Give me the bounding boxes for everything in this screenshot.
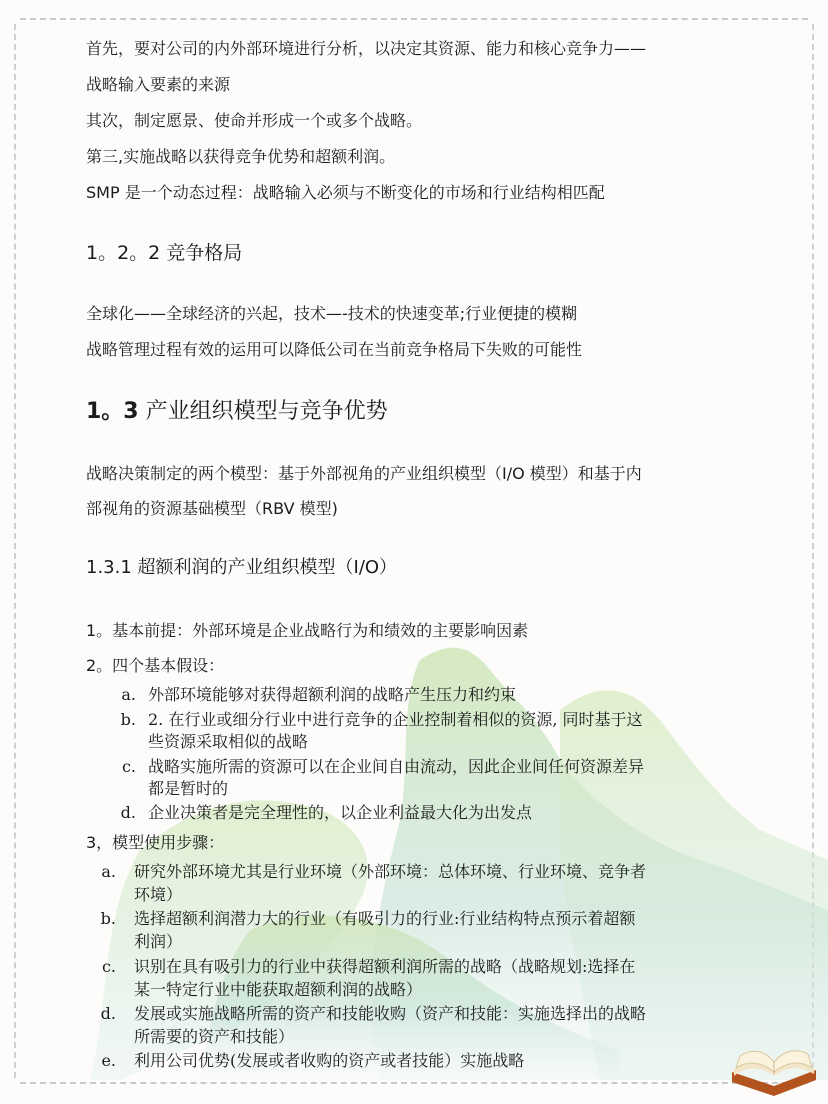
paragraph-smp: SMP 是一个动态过程：战略输入必须与不断变化的市场和行业结构相匹配 <box>86 183 605 202</box>
paragraph-globalization: 全球化——全球经济的兴起，技术—-技术的快速变革;行业便捷的模糊 <box>86 304 578 323</box>
list-item-premise: 1。基本前提：外部环境是企业战略行为和绩效的主要影响因素 <box>86 621 529 640</box>
paragraph-two-models-line2: 部视角的资源基础模型（RBV 模型) <box>86 499 338 518</box>
list-marker: c. <box>101 957 116 976</box>
heading-competitive-landscape: 1。2。2 竞争格局 <box>86 242 243 264</box>
frame-bottom-border <box>20 1082 808 1084</box>
list-marker: d. <box>120 803 136 822</box>
book-icon <box>726 1030 822 1100</box>
heading-excess-profit-io: 1.3.1 超额利润的产业组织模型（I/O） <box>86 557 398 578</box>
paragraph-analysis-line2: 战略输入要素的来源 <box>86 75 231 94</box>
list-item-text: 都是暂时的 <box>148 779 229 798</box>
list-item-text: 环境） <box>134 885 183 904</box>
list-item-text: 战略实施所需的资源可以在企业间自由流动，因此企业间任何资源差异 <box>148 757 645 776</box>
list-marker: a. <box>101 862 116 881</box>
paragraph-two-models-line1: 战略决策制定的两个模型：基于外部视角的产业组织模型（I/O 模型）和基于内 <box>86 464 642 483</box>
paragraph-vision: 其次，制定愿景、使命并形成一个或多个战略。 <box>86 111 423 130</box>
list-item-text: 企业决策者是完全理性的，以企业利益最大化为出发点 <box>148 803 533 822</box>
heading-number: 1。3 <box>86 399 139 424</box>
heading-text: 产业组织模型与竞争优势 <box>138 399 388 424</box>
paragraph-implement: 第三,实施战略以获得竞争优势和超额利润。 <box>86 147 396 166</box>
list-marker: b. <box>120 710 136 729</box>
list-marker: d. <box>100 1004 116 1023</box>
list-item-text: 些资源采取相似的战略 <box>148 732 309 751</box>
list-item-text: 研究外部环境尤其是行业环境（外部环境：总体环境、行业环境、竞争者 <box>134 862 647 881</box>
list-item-text: 2. 在行业或细分行业中进行竞争的企业控制着相似的资源, 同时基于这 <box>148 710 643 729</box>
list-item-text: 利润） <box>134 932 183 951</box>
list-item-assumptions: 2。四个基本假设： <box>86 656 225 675</box>
list-item-text: 某一特定行业中能获取超额利润的战略） <box>134 980 423 999</box>
list-item-text: 发展或实施战略所需的资产和技能收购（资产和技能：实施选择出的战略 <box>134 1004 647 1023</box>
list-item-text: 识别在具有吸引力的行业中获得超额利润所需的战略（战略规划:选择在 <box>134 957 636 976</box>
list-item-text: 外部环境能够对获得超额利润的战略产生压力和约束 <box>148 685 517 704</box>
list-item-text: 利用公司优势(发展或者收购的资产或者技能）实施战略 <box>134 1051 525 1070</box>
list-marker: b. <box>100 909 116 928</box>
frame-top-border <box>20 18 808 20</box>
list-item-text: 所需要的资产和技能） <box>134 1027 295 1046</box>
list-item-text: 选择超额利润潜力大的行业（有吸引力的行业:行业结构特点预示着超额 <box>134 909 636 928</box>
list-item-steps: 3，模型使用步骤： <box>86 833 225 852</box>
paragraph-analysis-line1: 首先，要对公司的内外部环境进行分析，以决定其资源、能力和核心竞争力—— <box>86 39 647 58</box>
heading-io-model <box>86 397 388 427</box>
list-marker: e. <box>101 1051 116 1070</box>
list-marker: c. <box>121 757 136 776</box>
list-marker: a. <box>121 685 136 704</box>
paragraph-smp-effective: 战略管理过程有效的运用可以降低公司在当前竞争格局下失败的可能性 <box>86 340 583 359</box>
